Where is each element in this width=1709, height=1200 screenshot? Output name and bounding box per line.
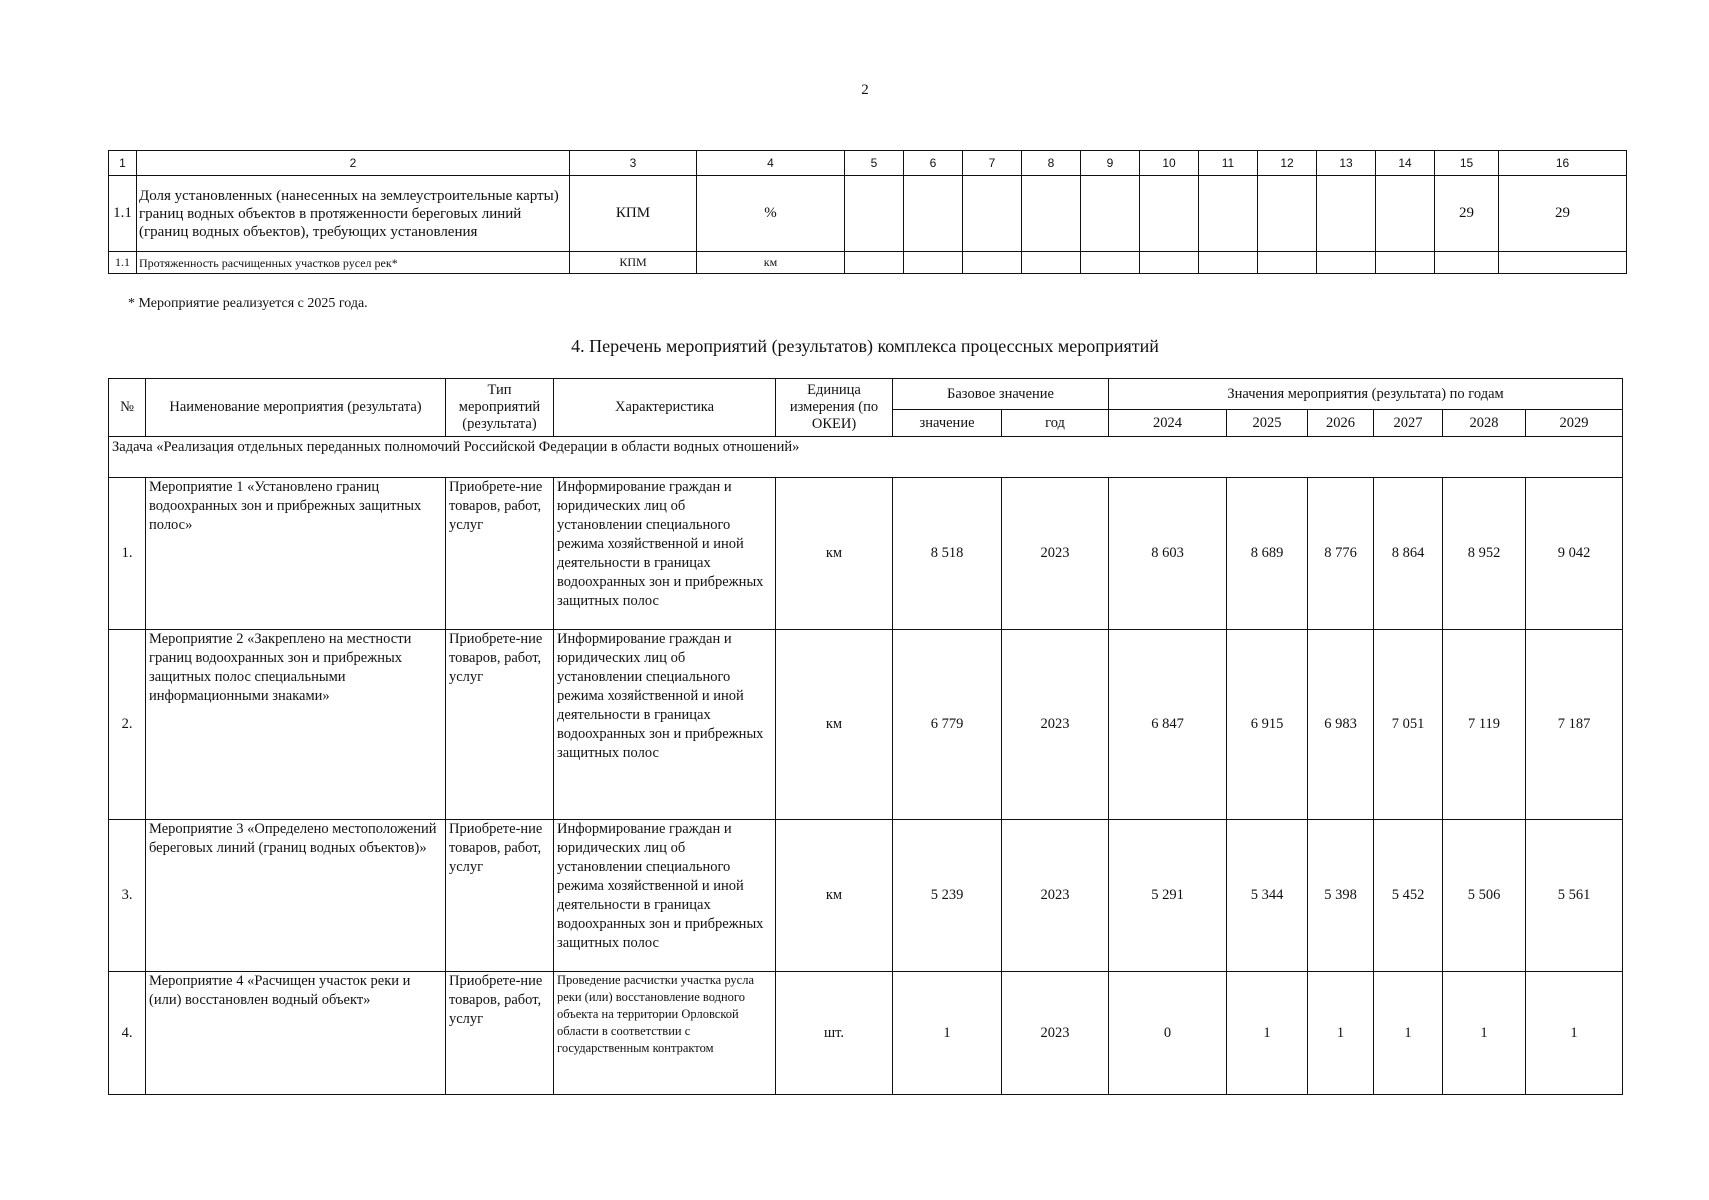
base-value: 8 518 — [893, 478, 1002, 630]
measure-description: Информирование граждан и юридических лиц об установлении специального режима хозяйственной и иной деятельности в границах водоохранных зон и прибрежных защитных полос — [554, 478, 776, 630]
column-number: 7 — [963, 151, 1022, 176]
page-number: 2 — [861, 82, 869, 98]
indicator-type: КПМ — [570, 176, 697, 252]
header-year: 2024 — [1109, 410, 1227, 437]
measure-rows — [109, 478, 1623, 1095]
table-row — [109, 176, 1627, 252]
year-value: 1 — [1526, 972, 1623, 1095]
indicator-name: Протяженность расчищенных участков русел рек* — [137, 252, 570, 274]
row-number: 1.1 — [109, 176, 137, 252]
base-value: 6 779 — [893, 630, 1002, 820]
year-value: 8 776 — [1308, 478, 1374, 630]
year-value: 5 506 — [1443, 820, 1526, 972]
header-type: Тип мероприятий (результата) — [446, 379, 554, 437]
table-header-row — [109, 151, 1627, 176]
row-number: 2. — [109, 630, 146, 820]
measure-name: Мероприятие 3 «Определено местоположений береговых линий (границ водных объектов)» — [146, 820, 446, 972]
indicator-name: Доля установленных (нанесенных на землеустроительные карты) границ водных объектов в протяженности береговых линий (границ водных объектов), требующих установления — [137, 176, 570, 252]
header-base-year: год — [1002, 410, 1109, 437]
indicator-unit: км — [697, 252, 845, 274]
column-number: 10 — [1140, 151, 1199, 176]
column-number: 11 — [1199, 151, 1258, 176]
table-row — [109, 820, 1623, 972]
base-value: 1 — [893, 972, 1002, 1095]
table-row — [109, 630, 1623, 820]
header-year: 2028 — [1443, 410, 1526, 437]
year-value: 7 187 — [1526, 630, 1623, 820]
year-value: 5 452 — [1374, 820, 1443, 972]
measure-unit: км — [776, 820, 893, 972]
value-col-16: 29 — [1499, 176, 1627, 252]
year-value: 6 847 — [1109, 630, 1227, 820]
header-desc: Характеристика — [554, 379, 776, 437]
year-value: 8 864 — [1374, 478, 1443, 630]
header-year: 2026 — [1308, 410, 1374, 437]
header-row — [109, 379, 1623, 410]
column-number: 2 — [137, 151, 570, 176]
measure-type: Приобрете-ние товаров, работ, услуг — [446, 478, 554, 630]
section-title: 4. Перечень мероприятий (результатов) комплекса процессных мероприятий — [571, 336, 1159, 356]
column-number: 6 — [904, 151, 963, 176]
year-value: 0 — [1109, 972, 1227, 1095]
column-number: 4 — [697, 151, 845, 176]
row-number: 4. — [109, 972, 146, 1095]
year-value: 7 119 — [1443, 630, 1526, 820]
header-year: 2029 — [1526, 410, 1623, 437]
measure-type: Приобрете-ние товаров, работ, услуг — [446, 972, 554, 1095]
measures-table — [108, 378, 1623, 1095]
year-value: 1 — [1227, 972, 1308, 1095]
measure-description: Информирование граждан и юридических лиц об установлении специального режима хозяйственной и иной деятельности в границах водоохранных зон и прибрежных защитных полос — [554, 820, 776, 972]
base-year: 2023 — [1002, 478, 1109, 630]
row-number: 1.1 — [109, 252, 137, 274]
measure-type: Приобрете-ние товаров, работ, услуг — [446, 630, 554, 820]
header-year: 2027 — [1374, 410, 1443, 437]
column-number: 1 — [109, 151, 137, 176]
table-row — [109, 252, 1627, 274]
base-year: 2023 — [1002, 972, 1109, 1095]
year-value: 9 042 — [1526, 478, 1623, 630]
year-value: 8 689 — [1227, 478, 1308, 630]
year-value: 5 344 — [1227, 820, 1308, 972]
row-number: 1. — [109, 478, 146, 630]
column-number: 5 — [845, 151, 904, 176]
year-value: 8 952 — [1443, 478, 1526, 630]
measure-unit: км — [776, 478, 893, 630]
year-value: 8 603 — [1109, 478, 1227, 630]
measure-name: Мероприятие 1 «Установлено границ водоохранных зон и прибрежных защитных полос» — [146, 478, 446, 630]
header-years-group: Значения мероприятия (результата) по годам — [1109, 379, 1623, 410]
year-value: 5 561 — [1526, 820, 1623, 972]
header-base: Базовое значение — [893, 379, 1109, 410]
column-number: 13 — [1317, 151, 1376, 176]
header-num: № — [109, 379, 146, 437]
measure-type: Приобрете-ние товаров, работ, услуг — [446, 820, 554, 972]
column-number: 16 — [1499, 151, 1627, 176]
indicators-table — [108, 150, 1627, 274]
year-value: 6 915 — [1227, 630, 1308, 820]
year-value: 5 398 — [1308, 820, 1374, 972]
measure-description: Проведение расчистки участка русла реки (или) восстановление водного объекта на территории Орловской области в соответствии с государственным контрактом — [554, 972, 776, 1095]
footnote: * Мероприятие реализуется с 2025 года. — [128, 296, 368, 311]
measure-name: Мероприятие 2 «Закреплено на местности границ водоохранных зон и прибрежных защитных полос специальными информационными знаками» — [146, 630, 446, 820]
header-name: Наименование мероприятия (результата) — [146, 379, 446, 437]
year-value: 6 983 — [1308, 630, 1374, 820]
base-value: 5 239 — [893, 820, 1002, 972]
year-value: 7 051 — [1374, 630, 1443, 820]
column-number: 15 — [1435, 151, 1499, 176]
column-number: 9 — [1081, 151, 1140, 176]
year-value: 1 — [1308, 972, 1374, 1095]
column-number: 3 — [570, 151, 697, 176]
measure-description: Информирование граждан и юридических лиц об установлении специального режима хозяйственной и иной деятельности в границах водоохранных зон и прибрежных защитных полос — [554, 630, 776, 820]
row-number: 3. — [109, 820, 146, 972]
measure-unit: шт. — [776, 972, 893, 1095]
year-value: 1 — [1443, 972, 1526, 1095]
table-row — [109, 972, 1623, 1095]
table-row — [109, 478, 1623, 630]
indicator-type: КПМ — [570, 252, 697, 274]
task-title: Задача «Реализация отдельных переданных полномочий Российской Федерации в области водных отношений» — [109, 437, 1623, 478]
header-unit: Единица измерения (по ОКЕИ) — [776, 379, 893, 437]
year-value: 5 291 — [1109, 820, 1227, 972]
task-row — [109, 437, 1623, 478]
header-year: 2025 — [1227, 410, 1308, 437]
column-number: 8 — [1022, 151, 1081, 176]
measure-unit: км — [776, 630, 893, 820]
value-col-15: 29 — [1435, 176, 1499, 252]
header-base-value: значение — [893, 410, 1002, 437]
year-value: 1 — [1374, 972, 1443, 1095]
column-number: 14 — [1376, 151, 1435, 176]
base-year: 2023 — [1002, 630, 1109, 820]
column-number: 12 — [1258, 151, 1317, 176]
measure-name: Мероприятие 4 «Расчищен участок реки и (или) восстановлен водный объект» — [146, 972, 446, 1095]
base-year: 2023 — [1002, 820, 1109, 972]
indicator-unit: % — [697, 176, 845, 252]
